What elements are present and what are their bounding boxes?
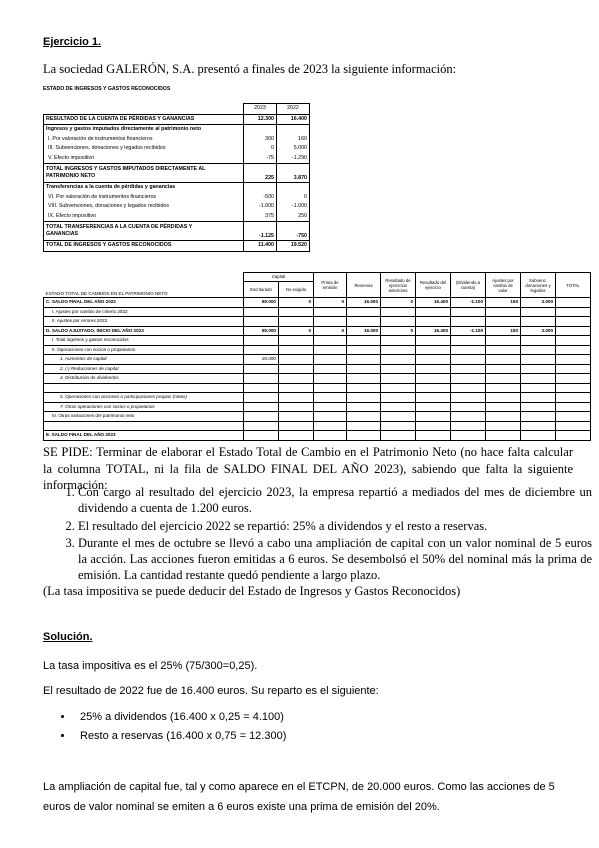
table-cell [279,317,314,327]
cell-2022: 250 [277,212,310,222]
table-cell [381,336,416,346]
table2-header-row-1 [44,273,591,282]
table-cell [279,355,314,365]
solution-heading: Solución. [43,631,93,643]
table-cell [416,374,451,384]
table-row [44,326,591,336]
table-cell [244,317,279,327]
table-cell [244,364,279,374]
table-cell [381,431,416,441]
table-cell [381,374,416,384]
year-2023-header: 2023 [244,104,277,115]
row-label: V. Efecto impositivo [44,154,244,164]
table-cell [521,393,556,403]
table-cell [556,374,591,384]
table-cell: -1.100 [451,298,486,308]
table-cell [416,336,451,346]
table-cell [521,431,556,441]
exercise-heading: Ejercicio 1. [43,36,102,48]
cell-2022: 160 [277,135,310,145]
table-cell [521,336,556,346]
cell-2022: -1.290 [277,154,310,164]
table-cell [279,307,314,317]
table-cell: 0 [381,326,416,336]
table-cell: 150 [486,298,521,308]
table-cell [416,393,451,403]
table-cell: 16.000 [347,326,381,336]
row-label: E. SALDO FINAL DEL AÑO 2023 [44,431,244,441]
table-cell [314,431,347,441]
table-cell [486,393,521,403]
table-cell: 16.400 [416,298,451,308]
table-cell [416,355,451,365]
table-cell [347,317,381,327]
table-cell [347,383,381,393]
table-cell [314,336,347,346]
row-label: Ingresos y gastos imputados directamente al patrimonio neto [44,125,244,135]
table-cell [279,336,314,346]
col-header: (Dividendo a cuenta) [451,273,486,298]
col-header: Resultado del ejercicio [416,273,451,298]
table-row [44,144,310,154]
capital-header: Capital [244,273,314,282]
table-cell [279,402,314,412]
table-cell [244,402,279,412]
table-cell [556,431,591,441]
table-cell: 3.000 [521,298,556,308]
table-row [44,317,591,327]
table-cell [556,364,591,374]
table-cell [556,317,591,327]
table-cell: 16.400 [416,326,451,336]
table-cell: 150 [486,326,521,336]
cell-2023: -1.125 [244,222,277,241]
table-cell: 16.000 [347,298,381,308]
table-cell [244,345,279,355]
solution-bullets [62,708,286,746]
table-cell [486,431,521,441]
cell-2022: -1.000 [277,202,310,212]
table-cell [279,374,314,384]
row-label: I. Total ingresos y gastos reconocidos [44,336,244,346]
cell-2023 [244,125,277,135]
table-cell: 80.000 [244,326,279,336]
table-cell [486,402,521,412]
table-cell [521,317,556,327]
table-cell [279,393,314,403]
table2-caption: ESTADO TOTAL DE CAMBIOS EN EL PATRIMONIO NETO [45,291,168,296]
table-cell [347,402,381,412]
year-2022-header: 2022 [277,104,310,115]
table-cell [279,431,314,441]
table-cell [314,412,347,422]
table-cell [556,412,591,422]
table-cell [314,383,347,393]
col-header: Prima de emisión [314,273,347,298]
table-row [44,193,310,203]
table-cell [244,421,279,431]
table-cell [486,383,521,393]
solution-paragraph-2: El resultado de 2022 fue de 16.400 euros. Su reparto es el siguiente: [43,685,379,697]
table-cell [381,421,416,431]
table-row [44,135,310,145]
table-row [44,212,310,222]
table-cell [451,421,486,431]
income-expense-table [43,103,310,252]
table-cell [381,355,416,365]
table-cell [244,336,279,346]
table-cell [451,383,486,393]
table-cell [451,412,486,422]
table-cell [556,355,591,365]
table-cell [314,307,347,317]
table-cell [486,355,521,365]
table-cell [381,412,416,422]
row-label: IX. Efecto impositivo [44,212,244,222]
row-label: VI. Por valoración de instrumentos financieros [44,193,244,203]
table-cell [486,364,521,374]
table-cell: 80.000 [244,298,279,308]
row-label: I. Ajustes por cambio de criterio 2022 [44,307,244,317]
table-cell [416,402,451,412]
table-cell [521,402,556,412]
table-row [44,345,591,355]
table-cell: 3.000 [521,326,556,336]
table-cell [381,402,416,412]
table-cell: 0 [314,298,347,308]
cell-2022: -750 [277,222,310,241]
cell-2022: 0 [277,193,310,203]
row-label-continued: GANANCIAS [46,231,79,237]
table-row [44,336,591,346]
table-cell [314,345,347,355]
table-cell [416,317,451,327]
table-cell [279,412,314,422]
table-cell [244,431,279,441]
table1-header-row [44,104,310,115]
table-cell [521,307,556,317]
table1-caption: ESTADO DE INGRESOS Y GASTOS RECONOCIDOS [43,86,171,92]
table-cell [347,431,381,441]
table-row [44,154,310,164]
table-cell [244,307,279,317]
table-cell [347,336,381,346]
row-label: II. Operaciones con socios o propietarios [44,345,244,355]
cell-2023: 0 [244,144,277,154]
information-list [60,484,592,585]
row-label: TOTAL INGRESOS Y GASTOS IMPUTADOS DIRECTAMENTE AL [46,166,206,172]
table-row [44,202,310,212]
col-header: TOTAL [556,273,591,298]
row-label: TOTAL DE INGRESOS Y GASTOS RECONOCIDOS [44,241,244,252]
table-cell [521,412,556,422]
row-label [44,383,244,393]
row-label: D. SALDO AJUSTADO, INICIO DEL AÑO 2023 [44,326,244,336]
table-cell [314,402,347,412]
row-label: III. Subvenciones, donaciones y legados recibidos [44,144,244,154]
solution-paragraph-3: La ampliación de capital fue, tal y como aparece en el ETCPN, de 20.000 euros. Como las acciones de 5 euros de valor nominal se emiten a 6 euros existe una prima de emisión del 20%. [43,781,555,813]
table-row [44,298,591,308]
table-cell: 0 [381,298,416,308]
table-cell [451,431,486,441]
col-header: Ajustes por cambio de valor [486,273,521,298]
list-item: 1. Con cargo al resultado del ejercicio 2023, la empresa repartió a mediados del mes de diciembre un dividendo a cuenta de 1.200 euros. [78,484,592,516]
cell-2023: 300 [244,135,277,145]
row-label: 1. Aumentos de capital [44,355,244,365]
table-cell [486,345,521,355]
table-cell [451,336,486,346]
row-label: VIII. Subvenciones, donaciones y legados recibidos [44,202,244,212]
table-cell [486,317,521,327]
table-cell [521,374,556,384]
table-row [44,125,310,135]
table-cell [556,421,591,431]
table-cell [314,317,347,327]
table-cell [244,412,279,422]
col-header: No exigido [279,281,314,298]
cell-2023: -500 [244,193,277,203]
row-label-continued: PATRIMONIO NETO [46,173,96,179]
table-cell [451,364,486,374]
table-row [44,307,591,317]
col-header: Reservas [347,273,381,298]
table-row [44,355,591,365]
row-label: 4. Distribución de dividendos [44,374,244,384]
table-cell [556,326,591,336]
table-row [44,421,591,431]
cell-2023: 12.300 [244,114,277,125]
row-label: RESULTADO DE LA CUENTA DE PÉRDIDAS Y GANANCIAS [44,114,244,125]
table-cell: 0 [279,326,314,336]
table-row [44,241,310,252]
cell-2023: -1.000 [244,202,277,212]
row-label: Transferencias a la cuenta de pérdidas y ganancias [44,183,244,193]
cell-2022: 19.520 [277,241,310,252]
cell-2022 [277,183,310,193]
table-cell [486,412,521,422]
table-cell [451,374,486,384]
table-cell [416,412,451,422]
table-cell [451,393,486,403]
table-row [44,374,591,384]
table-row [44,164,310,183]
table-cell [244,374,279,384]
table-cell [381,364,416,374]
table-cell [556,307,591,317]
table-cell [416,431,451,441]
table-cell [381,317,416,327]
table-cell [521,364,556,374]
table-cell [521,383,556,393]
cell-2022: 5.000 [277,144,310,154]
table-cell: 0 [314,326,347,336]
col-header: Subvenc. donaciones y legados [521,273,556,298]
table-row [44,431,591,441]
table-cell [314,421,347,431]
row-label: II. Ajustes por errores 2022 [44,317,244,327]
table-cell [279,421,314,431]
table-cell [244,383,279,393]
table-cell [416,364,451,374]
table-cell: 20.000 [244,355,279,365]
table-cell [486,374,521,384]
table-cell [314,355,347,365]
cell-2023 [244,183,277,193]
table-row [44,402,591,412]
table-cell [279,383,314,393]
row-label: 5. Operaciones con acciones o participaciones propias (netas) [44,393,244,403]
equity-changes-table [43,272,591,441]
table-cell [451,345,486,355]
table-cell [381,393,416,403]
table-cell: -1.100 [451,326,486,336]
intro-text: La sociedad GALERÓN, S.A. presentó a finales de 2023 la siguiente información: [43,62,457,76]
table-cell [279,345,314,355]
table-cell [486,421,521,431]
table-cell [347,345,381,355]
table-cell [521,355,556,365]
table-cell [347,393,381,403]
table-cell [381,307,416,317]
table-cell [314,364,347,374]
table-cell [556,336,591,346]
list-item: • Resto a reservas (16.400 x 0,75 = 12.300) [74,727,286,746]
table-cell [347,374,381,384]
list-item: • 25% a dividendos (16.400 x 0,25 = 4.100) [74,708,286,727]
cell-2023: 225 [244,164,277,183]
table-row [44,383,591,393]
cell-2023: 11.400 [244,241,277,252]
table-row [44,412,591,422]
table-row [44,364,591,374]
table-cell [451,402,486,412]
table-cell [279,364,314,374]
table-cell [381,383,416,393]
table-row [44,393,591,403]
tax-note: (La tasa impositiva se puede deducir del Estado de Ingresos y Gastos Reconocidos) [43,584,461,598]
row-label: I. Por valoración de instrumentos financieros [44,135,244,145]
list-item: 2. El resultado del ejercicio 2022 se repartió: 25% a dividendos y el resto a reservas. [78,518,592,534]
cell-2023: -75 [244,154,277,164]
table-cell [486,336,521,346]
col-header: Escriturado [244,281,279,298]
table-cell [347,355,381,365]
list-item: 3. Durante el mes de octubre se llevó a cabo una ampliación de capital con un valor nominal de 5 euros la acción. Las acciones fueron emitidas a 6 euros. Se desembolsó el 50% del nominal más la prima de emisión. La cantidad restante quedó pendiente a largo plazo. [78,535,592,583]
row-label: TOTAL TRANSFERENCIAS A LA CUENTA DE PÉRDIDAS Y [46,224,193,230]
table-row [44,114,310,125]
cell-2022: 3.870 [277,164,310,183]
table-cell [556,298,591,308]
cell-2023: 375 [244,212,277,222]
table-cell [416,383,451,393]
table-cell [347,412,381,422]
table-cell [416,345,451,355]
se-pide-text: SE PIDE: Terminar de elaborar el Estado Total de Cambio en el Patrimonio Neto (no hace falta calcular la columna TOTAL, ni la fila de SALDO FINAL DEL AÑO 2023), sabiendo que falta la siguiente información: [43,445,573,492]
table-row [44,222,310,241]
table-cell [521,345,556,355]
table-cell [347,364,381,374]
table-cell [314,393,347,403]
table-cell [347,421,381,431]
row-label [44,421,244,431]
table-cell [416,421,451,431]
table-cell: 0 [279,298,314,308]
table-cell [556,393,591,403]
table-cell [416,307,451,317]
cell-2022: 16.400 [277,114,310,125]
row-label: 7. Otras operaciones con socios o propietarios [44,402,244,412]
table-cell [244,393,279,403]
col-header: Resultado de ejercicios anteriores [381,273,416,298]
cell-2022 [277,125,310,135]
table-cell [486,307,521,317]
table-row [44,183,310,193]
solution-paragraph-1: La tasa impositiva es el 25% (75/300=0,25). [43,660,258,672]
row-label: C. SALDO FINAL DEL AÑO 2022 [44,298,244,308]
table-cell [556,402,591,412]
table-cell [451,317,486,327]
table-cell [521,421,556,431]
row-label: III. Otras variaciones del patrimonio neto [44,412,244,422]
table-cell [381,345,416,355]
row-label: 2. (-) Reducciones de capital [44,364,244,374]
table-cell [451,355,486,365]
table-cell [314,374,347,384]
table-cell [556,345,591,355]
table-cell [451,307,486,317]
table-cell [556,383,591,393]
table-cell [347,307,381,317]
